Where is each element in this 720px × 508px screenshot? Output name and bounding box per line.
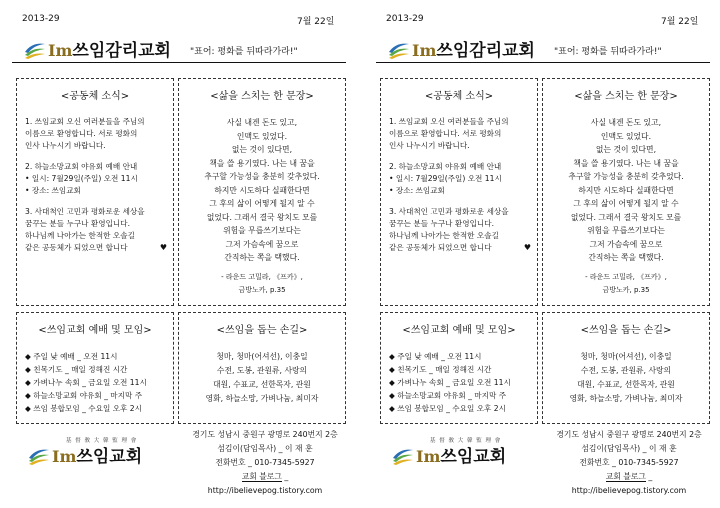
heart-icon: ♥ xyxy=(523,243,531,252)
news-line: 꿈꾸는 분들 누구나 환영입니다. xyxy=(389,219,495,228)
schedule-row: ◆ 주일 낮 예배 _ 오전 11시 xyxy=(389,352,482,361)
blog-line xyxy=(190,470,340,498)
footer-logo-prefix: Im xyxy=(52,447,77,466)
community-news-title: <공동체 소식> xyxy=(424,91,494,102)
church-logo xyxy=(24,38,171,60)
church-name: 쓰임감리교회 xyxy=(72,41,171,61)
blog-link[interactable]: _ http://ibelievepog.tistory.com xyxy=(207,472,323,495)
bulletin-number: 2013-29 xyxy=(22,14,60,24)
logo-swoosh-icon xyxy=(392,446,414,466)
schedule-box xyxy=(380,312,538,424)
poem-line: 그 후의 삶이 어떻게 될지 알 수 xyxy=(573,199,679,208)
sentence-text xyxy=(543,116,709,298)
helping-hands-title: <쓰임을 돕는 손길> xyxy=(216,325,308,336)
schedule-row: ◆ 쓰임 봉합모임 _ 수요일 오후 2시 xyxy=(389,404,506,413)
footer-church-name: 쓰임교회 xyxy=(440,447,507,467)
news-line: 2. 하늘소망교회 야유회 예배 안내 xyxy=(25,162,138,171)
helping-hands-list xyxy=(179,350,345,406)
church-address: 경기도 성남시 중원구 광명로 240번지 2층 xyxy=(192,430,338,439)
news-line: 1. 쓰임교회 오신 여러분들을 주님의 xyxy=(389,117,509,126)
news-line: • 장소: 쓰임교회 xyxy=(25,186,81,195)
poem-line: 인맥도 있었다. xyxy=(236,131,288,141)
news-line: 2. 하늘소망교회 야유회 예배 안내 xyxy=(389,162,502,171)
news-line: 인사 나누시기 바랍니다. xyxy=(389,141,470,150)
logo-prefix: Im xyxy=(48,41,73,60)
bulletin-number: 2013-29 xyxy=(386,14,424,24)
poem-line: 없었다. 그래서 결국 왕치도 모를 xyxy=(570,212,682,222)
helper-line: 청마, 청마(어셔선), 이충일 xyxy=(216,352,308,361)
footer-church-name: 쓰임교회 xyxy=(76,447,143,467)
poem-line: 그저 가슴속에 꿈으로 xyxy=(589,239,663,249)
footer-denomination: 基 督 敎 大 韓 監 理 會 xyxy=(430,438,502,444)
bulletin-page xyxy=(2,0,354,508)
poem-source: - 라운드 고밀라, 《프카》, xyxy=(585,272,667,281)
slogan: "표어: 평화를 뒤따라가라!" xyxy=(190,47,298,57)
schedule-row: ◆ 쓰임 봉합모임 _ 수요일 오후 2시 xyxy=(25,404,142,413)
schedule-row: ◆ 가벼나누 속회 _ 금요일 오전 11시 xyxy=(25,378,147,387)
logo-swoosh-icon xyxy=(24,40,46,60)
news-line: 1. 쓰임교회 오신 여러분들을 주님의 xyxy=(25,117,145,126)
helping-hands-list xyxy=(543,350,709,406)
helper-line: 영화, 하늘소망, 가벼나눔, 최미자 xyxy=(205,394,319,403)
schedule-title: <쓰임교회 예배 및 모임> xyxy=(38,325,152,336)
footer-info xyxy=(554,428,714,498)
community-news-list xyxy=(381,116,537,254)
poem-line: 책을 쓸 용기였다. 나는 내 꿈을 xyxy=(573,158,679,168)
poem-line: 없는 것이 있다면, xyxy=(231,145,293,154)
community-news-list xyxy=(17,116,173,254)
poem-line: 간직하는 쪽을 택했다. xyxy=(588,253,664,262)
blog-label: 교회 블로그 xyxy=(605,472,646,481)
news-line: • 장소: 쓰임교회 xyxy=(389,186,445,195)
news-line: 인사 나누시기 바랍니다. xyxy=(25,141,106,150)
schedule-row: ◆ 친목기도 _ 매일 정해진 시간 xyxy=(25,365,128,374)
poem-line: 사실 내겐 돈도 있고, xyxy=(590,118,662,127)
poem-line: 간직하는 쪽을 택했다. xyxy=(224,253,300,262)
phone-number: 전화번호 _ 010-7345-5927 xyxy=(215,458,315,467)
phone-number: 전화번호 _ 010-7345-5927 xyxy=(579,458,679,467)
bulletin-date: 7월 22일 xyxy=(661,17,699,27)
news-item xyxy=(25,161,167,197)
pastor-name: 섬김이(담임목사) _ 이 재 훈 xyxy=(217,444,313,453)
community-news-title: <공동체 소식> xyxy=(60,91,130,102)
sentence-text xyxy=(179,116,345,298)
blog-label: 교회 블로그 xyxy=(241,472,282,481)
news-line: 이름으로 환영합니다. 서로 평화의 xyxy=(25,129,138,138)
news-item xyxy=(389,161,531,197)
blog-link[interactable]: _ http://ibelievepog.tistory.com xyxy=(571,472,687,495)
helper-line: 수전, 도봉, 관원류, 사랑의 xyxy=(216,366,308,375)
news-line: • 일시: 7월29일(주일) 오전 11시 xyxy=(389,174,502,183)
news-line: 이름으로 환영합니다. 서로 평화의 xyxy=(389,129,502,138)
poem-line: 위험을 무릅쓰기보다는 xyxy=(223,226,301,235)
poem-line: 사실 내겐 돈도 있고, xyxy=(226,118,298,127)
schedule-list xyxy=(381,350,537,415)
schedule-row: ◆ 하늘소망교회 야유회 _ 마지막 주 xyxy=(25,391,143,400)
footer-logo xyxy=(28,436,142,466)
poem-line: 추구할 가능성을 충분히 갖추었다. xyxy=(568,172,684,181)
helper-line: 대원, 수표교, 선한목자, 관원 xyxy=(213,380,311,389)
poem-line: 그 후의 삶이 어떻게 될지 알 수 xyxy=(209,199,315,208)
news-line xyxy=(389,242,531,254)
logo-prefix: Im xyxy=(412,41,437,60)
poem-line: 하지만 시도하다 실패한다면 xyxy=(214,185,310,195)
helping-hands-box xyxy=(542,312,710,424)
footer-logo xyxy=(392,436,506,466)
bulletin-header xyxy=(376,30,710,63)
news-item xyxy=(389,116,531,152)
helping-hands-title: <쓰임을 돕는 손길> xyxy=(580,325,672,336)
church-logo xyxy=(388,38,535,60)
poem-source-page: 금방노카, p.35 xyxy=(238,286,286,294)
helping-hands-box xyxy=(178,312,346,424)
bulletin-page xyxy=(366,0,718,508)
helper-line: 수전, 도봉, 관원류, 사랑의 xyxy=(580,366,672,375)
blog-line xyxy=(554,470,704,498)
news-line: 3. 사대척인 고민과 평화로운 세상을 xyxy=(389,207,509,216)
news-item xyxy=(25,116,167,152)
logo-swoosh-icon xyxy=(388,40,410,60)
news-item xyxy=(25,206,167,254)
poem-line: 인맥도 있었다. xyxy=(600,131,652,141)
helper-line: 대원, 수표교, 선한목자, 관원 xyxy=(577,380,675,389)
helper-line: 영화, 하늘소망, 가벼나눔, 최미자 xyxy=(569,394,683,403)
poem-source: - 라운드 고밀라, 《프카》, xyxy=(221,272,303,281)
helper-line: 청마, 청마(어셔선), 이충일 xyxy=(580,352,672,361)
poem-source-page: 금방노카, p.35 xyxy=(602,286,650,294)
news-last-text: 같은 공동체가 되었으면 합니다 xyxy=(389,243,492,252)
poem-line: 그저 가슴속에 꿈으로 xyxy=(225,239,299,249)
poem-line: 추구할 가능성을 충분히 갖추었다. xyxy=(204,172,320,181)
heart-icon: ♥ xyxy=(159,243,167,252)
logo-swoosh-icon xyxy=(28,446,50,466)
news-line: 하나님께 나아가는 한적한 오솔길 xyxy=(25,231,135,240)
schedule-row: ◆ 가벼나누 속회 _ 금요일 오전 11시 xyxy=(389,378,511,387)
sentence-title: <삶을 스치는 한 문장> xyxy=(574,91,678,102)
schedule-box xyxy=(16,312,174,424)
sentence-box xyxy=(178,78,346,306)
news-line xyxy=(25,242,167,254)
bulletin-header xyxy=(12,30,346,63)
schedule-title: <쓰임교회 예배 및 모임> xyxy=(402,325,516,336)
footer-denomination: 基 督 敎 大 韓 監 理 會 xyxy=(66,438,138,444)
news-line: 3. 사대척인 고민과 평화로운 세상을 xyxy=(25,207,145,216)
slogan: "표어: 평화를 뒤따라가라!" xyxy=(554,47,662,57)
news-line: 꿈꾸는 분들 누구나 환영입니다. xyxy=(25,219,131,228)
news-item xyxy=(389,206,531,254)
bulletin-date: 7월 22일 xyxy=(297,17,335,27)
poem-line: 책을 쓸 용기였다. 나는 내 꿈을 xyxy=(209,158,315,168)
schedule-row: ◆ 하늘소망교회 야유회 _ 마지막 주 xyxy=(389,391,507,400)
footer-info xyxy=(190,428,350,498)
sentence-box xyxy=(542,78,710,306)
schedule-row: ◆ 친목기도 _ 매일 정해진 시간 xyxy=(389,365,492,374)
schedule-row: ◆ 주일 낮 예배 _ 오전 11시 xyxy=(25,352,118,361)
community-news-box xyxy=(16,78,174,306)
sentence-title: <삶을 스치는 한 문장> xyxy=(210,91,314,102)
news-line: 하나님께 나아가는 한적한 오솔길 xyxy=(389,231,499,240)
news-line: • 일시: 7월29일(주일) 오전 11시 xyxy=(25,174,138,183)
poem-line: 없는 것이 있다면, xyxy=(595,145,657,154)
poem-line: 하지만 시도하다 실패한다면 xyxy=(578,185,674,195)
schedule-list xyxy=(17,350,173,415)
footer-logo-prefix: Im xyxy=(416,447,441,466)
poem-line: 위험을 무릅쓰기보다는 xyxy=(587,226,665,235)
church-address: 경기도 성남시 중원구 광명로 240번지 2층 xyxy=(556,430,702,439)
poem-line: 없었다. 그래서 결국 왕치도 모를 xyxy=(206,212,318,222)
church-name: 쓰임감리교회 xyxy=(436,41,535,61)
news-last-text: 같은 공동체가 되었으면 합니다 xyxy=(25,243,128,252)
pastor-name: 섬김이(담임목사) _ 이 재 훈 xyxy=(581,444,677,453)
community-news-box xyxy=(380,78,538,306)
